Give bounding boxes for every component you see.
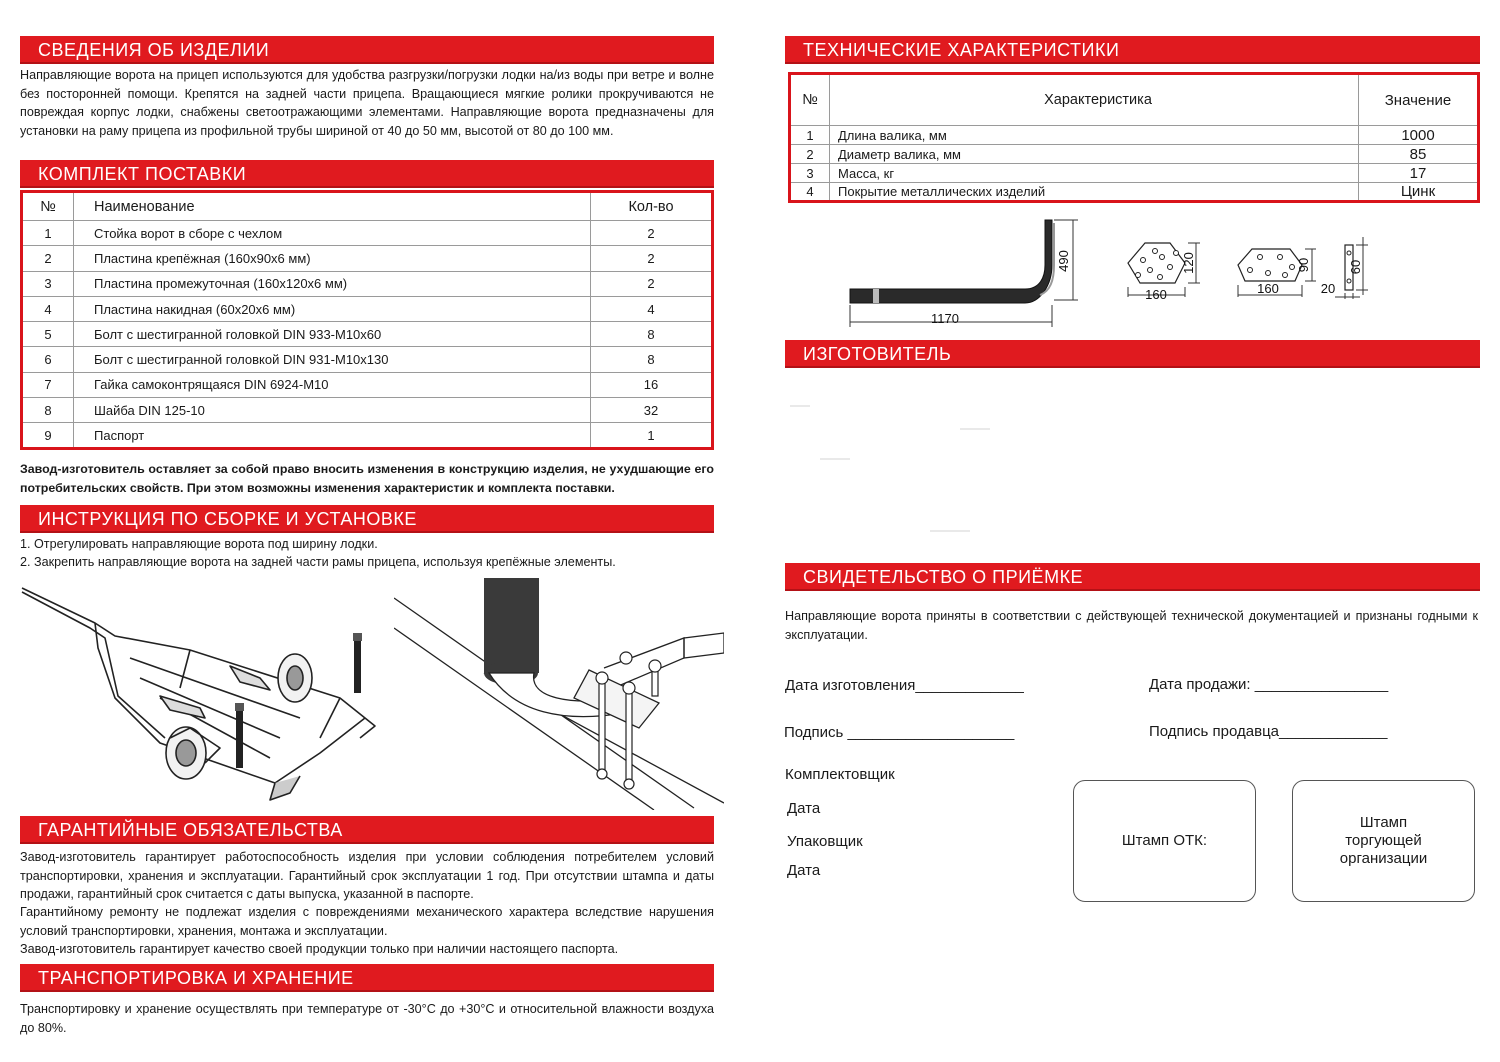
mount-closeup-illustration — [394, 578, 724, 810]
table-row — [22, 221, 713, 246]
shop-stamp-line-3: организации — [1339, 850, 1428, 867]
acceptance-text: Направляющие ворота приняты в соответствии с действующей технической документацией и признаны годными к эксплуатации. — [785, 609, 1478, 642]
kit-cell-number: 2 — [22, 246, 74, 271]
kit-cell-qty: 2 — [591, 271, 713, 296]
kit-cell-number: 1 — [22, 221, 74, 246]
wrapper-label: Упаковщик — [787, 833, 863, 850]
specs-cell-value: Цинк — [1359, 183, 1479, 202]
specs-col-value: Значение — [1359, 74, 1479, 126]
table-row — [22, 372, 713, 397]
table-row — [22, 423, 713, 448]
product-info-header: СВЕДЕНИЯ ОБ ИЗДЕЛИИ — [20, 36, 714, 64]
table-row — [22, 322, 713, 347]
assembly-header: ИНСТРУКЦИЯ ПО СБОРКЕ И УСТАНОВКЕ — [20, 505, 714, 533]
table-row — [790, 164, 1479, 183]
kit-cell-number: 4 — [22, 296, 74, 321]
table-row — [22, 347, 713, 372]
specs-header: ТЕХНИЧЕСКИЕ ХАРАКТЕРИСТИКИ — [785, 36, 1480, 64]
plate2-width-label: 160 — [1257, 281, 1279, 296]
kit-cell-name: Пластина промежуточная (160х120х6 мм) — [74, 271, 591, 296]
assembly-step-1: 1. Отрегулировать направляющие ворота под ширину лодки. — [20, 537, 378, 551]
table-row — [790, 145, 1479, 164]
specs-table-header-row — [790, 74, 1479, 126]
kit-cell-qty: 8 — [591, 322, 713, 347]
packer-label: Комплектовщик — [785, 766, 895, 783]
kit-cell-name: Болт с шестигранной головкой DIN 931-M10x130 — [74, 347, 591, 372]
signature-field[interactable]: Подпись ____________________ — [784, 724, 1015, 741]
kit-cell-number: 3 — [22, 271, 74, 296]
plate-60x20-drawing — [1321, 237, 1368, 299]
assembly-step-2: 2. Закрепить направляющие ворота на задней части рамы прицепа, используя крепёжные элементы. — [20, 555, 616, 569]
warranty-text-2: Гарантийному ремонту не подлежат изделия с повреждениями механического характера вследствие нарушения условий транспортировки, хранения, монтажа и эксплуатации. — [20, 905, 714, 938]
transport-header: ТРАНСПОРТИРОВКА И ХРАНЕНИЕ — [20, 964, 714, 992]
kit-cell-number: 9 — [22, 423, 74, 448]
plate-160x90-drawing — [1238, 249, 1316, 297]
dimension-drawings — [840, 215, 1450, 330]
kit-header: КОМПЛЕКТ ПОСТАВКИ — [20, 160, 714, 188]
kit-col-qty: Кол-во — [591, 192, 713, 221]
kit-cell-name: Пластина крепёжная (160х90х6 мм) — [74, 246, 591, 271]
kit-cell-number: 5 — [22, 322, 74, 347]
plate3-height-label: 60 — [1348, 259, 1363, 275]
kit-col-number: № — [22, 192, 74, 221]
shop-stamp-line-2: торгующей — [1345, 832, 1422, 849]
kit-cell-name: Паспорт — [74, 423, 591, 448]
kit-cell-name: Болт с шестигранной головкой DIN 933-M10x60 — [74, 322, 591, 347]
kit-cell-number: 6 — [22, 347, 74, 372]
kit-cell-qty: 32 — [591, 398, 713, 423]
specs-cell-name: Покрытие металлических изделий — [830, 183, 1359, 202]
gate-post-icon — [236, 708, 243, 768]
kit-cell-name: Гайка самоконтрящаяся DIN 6924-M10 — [74, 372, 591, 397]
kit-cell-qty: 1 — [591, 423, 713, 448]
gate-post-drawing — [850, 220, 1078, 327]
trailer-illustration — [20, 578, 390, 808]
acceptance-header: СВИДЕТЕЛЬСТВО О ПРИЁМКЕ — [785, 563, 1480, 591]
plate2-height-label: 90 — [1296, 257, 1311, 273]
shop-stamp-box — [1292, 780, 1475, 902]
specs-cell-number: 1 — [790, 126, 830, 145]
kit-cell-qty: 8 — [591, 347, 713, 372]
manufacturer-faded-line — [960, 428, 990, 430]
seller-signature-field[interactable]: Подпись продавца_____________ — [1149, 723, 1388, 740]
manufacturer-faded-line — [820, 458, 850, 460]
post-height-label: 490 — [1056, 250, 1071, 272]
specs-cell-number: 2 — [790, 145, 830, 164]
transport-text: Транспортировку и хранение осуществлять при температуре от -30°C до +30°C и относительной влажности воздуха до 80%. — [20, 1002, 714, 1035]
specs-col-number: № — [790, 74, 830, 126]
kit-cell-number: 8 — [22, 398, 74, 423]
specs-cell-name: Масса, кг — [830, 164, 1359, 183]
specs-col-name: Характеристика — [830, 74, 1359, 126]
table-row — [22, 246, 713, 271]
kit-cell-qty: 16 — [591, 372, 713, 397]
packer-date-label: Дата — [787, 800, 821, 817]
plate3-width-label: 20 — [1320, 281, 1336, 296]
kit-cell-name: Шайба DIN 125-10 — [74, 398, 591, 423]
specs-cell-name: Длина валика, мм — [830, 126, 1359, 145]
otk-stamp-label: Штамп ОТК: — [1121, 832, 1208, 849]
table-row — [790, 126, 1479, 145]
kit-cell-qty: 4 — [591, 296, 713, 321]
kit-cell-name: Стойка ворот в сборе с чехлом — [74, 221, 591, 246]
specs-cell-number: 3 — [790, 164, 830, 183]
table-row — [790, 183, 1479, 202]
kit-col-name: Наименование — [74, 192, 591, 221]
specs-cell-value: 85 — [1359, 145, 1479, 164]
kit-cell-qty: 2 — [591, 221, 713, 246]
shop-stamp-line-1: Штамп — [1359, 814, 1408, 831]
kit-cell-number: 7 — [22, 372, 74, 397]
kit-note: Завод-изготовитель оставляет за собой право вносить изменения в конструкцию изделия, не ухудшающие его потребительских свойств. При этом возможны изменения характеристик и комплекта поставки. — [20, 462, 714, 495]
specs-cell-value: 1000 — [1359, 126, 1479, 145]
table-row — [22, 271, 713, 296]
warranty-header: ГАРАНТИЙНЫЕ ОБЯЗАТЕЛЬСТВА — [20, 816, 714, 844]
kit-table-header-row — [22, 192, 713, 221]
plate-160x120-drawing — [1128, 243, 1200, 302]
manufacturer-faded-line — [930, 530, 970, 532]
post-length-label: 1170 — [931, 311, 959, 326]
specs-cell-number: 4 — [790, 183, 830, 202]
specs-cell-value: 17 — [1359, 164, 1479, 183]
manufacturer-header: ИЗГОТОВИТЕЛЬ — [785, 340, 1480, 368]
gate-post-icon — [354, 638, 361, 693]
kit-cell-qty: 2 — [591, 246, 713, 271]
table-row — [22, 296, 713, 321]
warranty-text-1: Завод-изготовитель гарантирует работоспособность изделия при условии соблюдения потребителем условий транспортировки, хранения и эксплуатации. Гарантийный срок эксплуатации 1 год. При отсутствии штампа и даты продажи, гарантийный срок считается с даты выпуска, указанной в паспорте. — [20, 850, 714, 901]
kit-table — [20, 190, 714, 450]
specs-cell-name: Диаметр валика, мм — [830, 145, 1359, 164]
table-row — [22, 398, 713, 423]
sale-date-field[interactable]: Дата продажи: ________________ — [1149, 676, 1389, 693]
manufacturer-faded-line — [790, 405, 810, 407]
kit-cell-name: Пластина накидная (60х20х6 мм) — [74, 296, 591, 321]
plate1-width-label: 160 — [1145, 287, 1167, 302]
otk-stamp-box — [1073, 780, 1256, 902]
wrapper-date-label: Дата — [787, 862, 821, 879]
specs-table — [788, 72, 1480, 203]
manufacture-date-field[interactable]: Дата изготовления_____________ — [785, 677, 1024, 694]
warranty-text-3: Завод-изготовитель гарантирует качество своей продукции только при наличии настоящего паспорта. — [20, 942, 619, 956]
plate1-height-label: 120 — [1181, 252, 1196, 274]
product-info-text: Направляющие ворота на прицеп используются для удобства разгрузки/погрузки лодки на/из воды при ветре и волне без посторонней помощи. Крепятся на задней части прицепа. Вращающиеся мягкие ролики прокручиваются не повреждая корпус лодки, снабжены светоотражающими элементами. Направляющие ворота предназначены для установки на раму прицепа из профильной трубы шириной от 40 до 50 мм, высотой от 80 до 100 мм. — [20, 68, 714, 138]
